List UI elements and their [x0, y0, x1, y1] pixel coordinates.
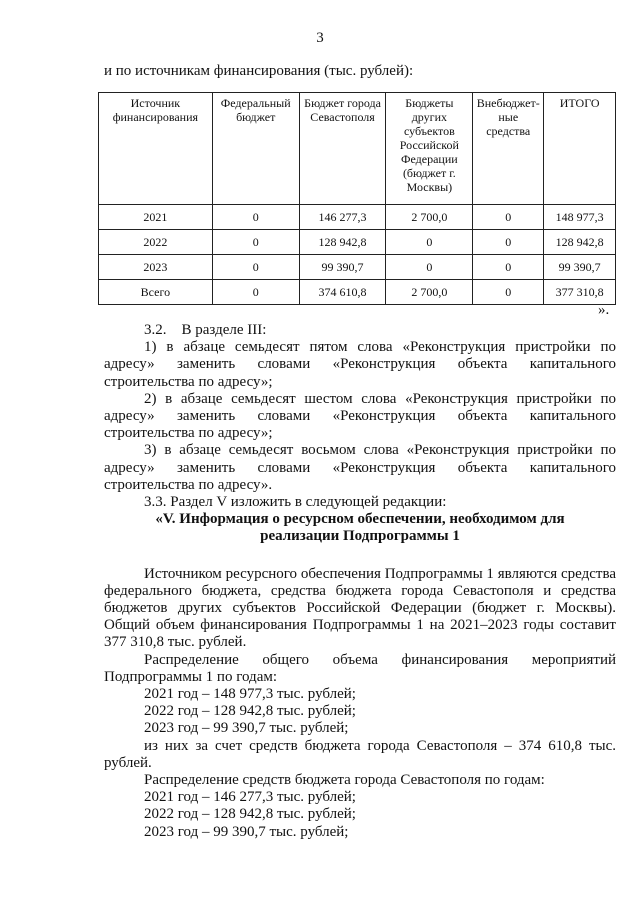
- header-source: Источник финансирования: [99, 93, 213, 205]
- table-cell: 2022: [99, 230, 213, 255]
- amendment-item-2: 2) в абзаце семьдесят шестом слова «Реконструкция пристройки по адресу» заменить словами «Реконструкция объекта капитального строительства по адресу»;: [104, 390, 616, 442]
- paragraph-sources: Источником ресурсного обеспечения Подпрограммы 1 являются средства федерального бюджета, средства бюджета города Севастополя и средства бюджетов других субъектов Российской Федерации (бюджет г. Москвы). Общий объем финансирования Подпрограммы 1 на 2021–2023 годы составит 377 310,8 тыс. рублей.: [104, 565, 616, 651]
- table-row-total: [99, 280, 616, 305]
- table-row: [99, 255, 616, 280]
- section-3-2: 3.2. В разделе III:: [144, 322, 267, 338]
- document-body: [104, 322, 616, 841]
- page-number: 3: [316, 30, 324, 46]
- table-cell: 2021: [99, 205, 213, 230]
- year-city-2023: 2023 год – 99 390,7 тыс. рублей;: [144, 823, 349, 840]
- year-total-2023: 2023 год – 99 390,7 тыс. рублей;: [144, 720, 349, 737]
- table-row: [99, 205, 616, 230]
- table-cell: 2 700,0: [386, 205, 473, 230]
- table-cell: 0: [473, 230, 544, 255]
- table-cell: 377 310,8: [544, 280, 616, 305]
- year-total-2022: 2022 год – 128 942,8 тыс. рублей;: [144, 703, 356, 720]
- closing-quote: ».: [598, 302, 610, 318]
- table-cell: 146 277,3: [299, 205, 386, 230]
- paragraph-distribution: Распределение общего объема финансирования мероприятий Подпрограммы 1 по годам:: [104, 651, 616, 685]
- year-city-2022: 2022 год – 128 942,8 тыс. рублей;: [144, 806, 356, 823]
- table-cell: 0: [386, 255, 473, 280]
- header-extrabudgetary: Внебюджет-ные средства: [473, 93, 544, 205]
- table-cell: Всего: [99, 280, 213, 305]
- table-cell: 99 390,7: [544, 255, 616, 280]
- table-cell: 2 700,0: [386, 280, 473, 305]
- paragraph-city-total: из них за счет средств бюджета города Севастополя – 374 610,8 тыс. рублей.: [104, 737, 616, 771]
- table-cell: 0: [473, 255, 544, 280]
- table-cell: 0: [212, 205, 299, 230]
- section-3-3: 3.3. Раздел V изложить в следующей редакции:: [144, 494, 447, 511]
- header-sevastopol: Бюджет города Севастополя: [299, 93, 386, 205]
- table-cell: 0: [212, 230, 299, 255]
- table-cell: 0: [212, 255, 299, 280]
- paragraph-city-distribution: Распределение средств бюджета города Севастополя по годам:: [144, 772, 545, 789]
- table-cell: 0: [473, 205, 544, 230]
- table-cell: 99 390,7: [299, 255, 386, 280]
- table-cell: 374 610,8: [299, 280, 386, 305]
- header-federal: Федеральный бюджет: [212, 93, 299, 205]
- header-other-subjects: Бюджеты других субъектов Российской Федерации (бюджет г. Москвы): [386, 93, 473, 205]
- table-cell: 0: [386, 230, 473, 255]
- section-heading: «V. Информация о ресурсном обеспечении, необходимом для реализации Подпрограммы 1: [155, 511, 565, 545]
- table-cell: 2023: [99, 255, 213, 280]
- table-cell: 148 977,3: [544, 205, 616, 230]
- table-cell: 0: [212, 280, 299, 305]
- financing-table: [98, 92, 616, 305]
- table-cell: 0: [473, 280, 544, 305]
- table-intro: и по источникам финансирования (тыс. рублей):: [104, 63, 414, 79]
- header-total: ИТОГО: [544, 93, 616, 205]
- amendment-item-1: 1) в абзаце семьдесят пятом слова «Реконструкция пристройки по адресу» заменить словами «Реконструкция объекта капитального строительства по адресу»;: [104, 339, 616, 390]
- table-cell: 128 942,8: [299, 230, 386, 255]
- amendment-item-3: 3) в абзаце семьдесят восьмом слова «Реконструкция пристройки по адресу» заменить словами «Реконструкция объекта капитального строительства по адресу».: [104, 442, 616, 493]
- year-city-2021: 2021 год – 146 277,3 тыс. рублей;: [144, 789, 356, 806]
- table-row: [99, 230, 616, 255]
- table-header-row: [99, 93, 616, 205]
- table-cell: 128 942,8: [544, 230, 616, 255]
- year-total-2021: 2021 год – 148 977,3 тыс. рублей;: [144, 686, 356, 703]
